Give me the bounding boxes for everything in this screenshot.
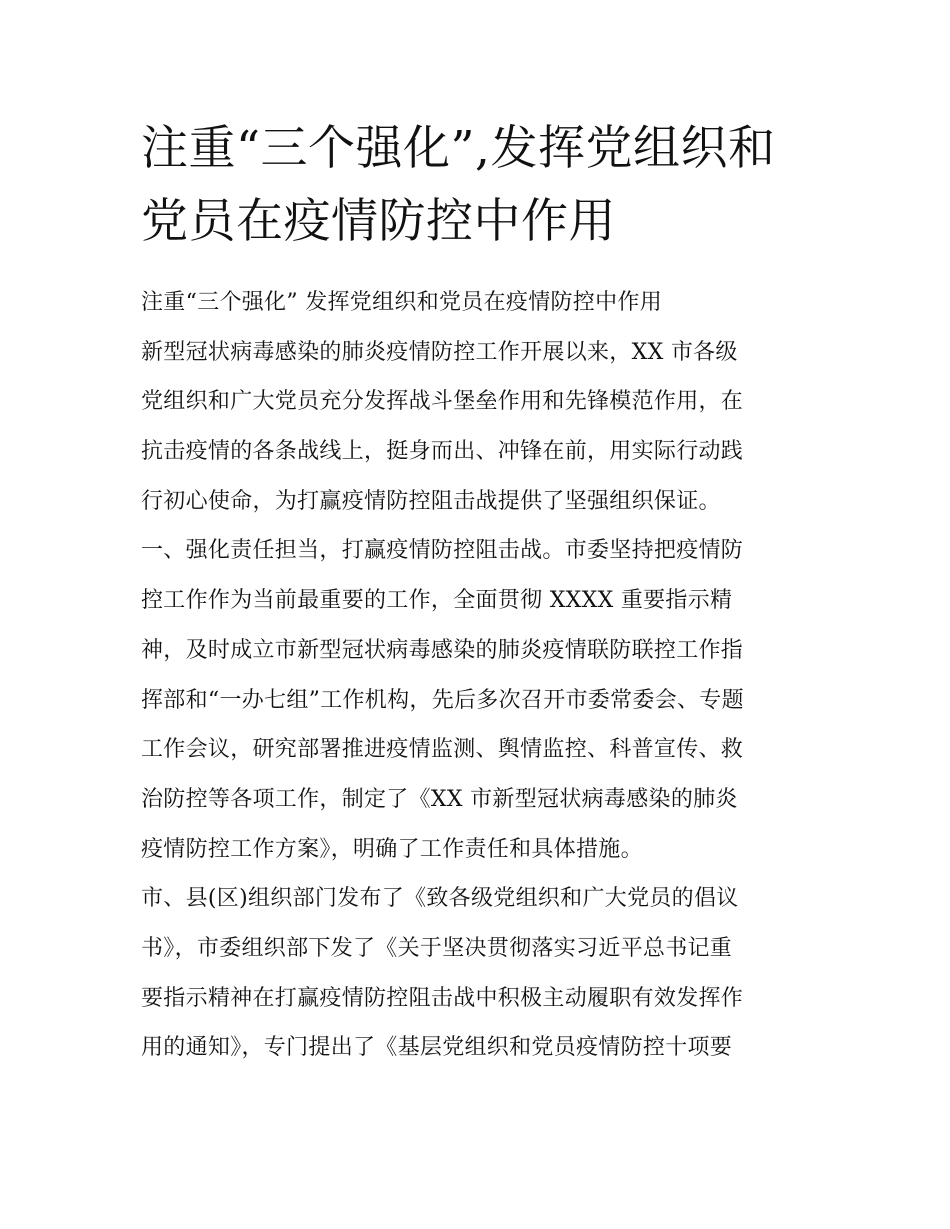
body-line: 书》，市委组织部下发了《关于坚决贯彻落实习近平总书记重 <box>141 935 733 961</box>
title-line-1: 注重“三个强化”,发挥党组织和 <box>141 121 776 176</box>
title-line-2: 党员在疫情防控中作用 <box>141 194 616 249</box>
body-line: 挥部和“一办七组”工作机构，先后多次召开市委常委会、专题 <box>141 687 744 713</box>
body-line: 党组织和广大党员充分发挥战斗堡垒作用和先锋模范作用，在 <box>141 389 744 415</box>
body-line: 抗击疫情的各条战线上，挺身而出、冲锋在前，用实际行动践 <box>141 439 744 465</box>
body-line: 市、县(区)组织部门发布了《致各级党组织和广大党员的倡议 <box>141 886 739 912</box>
document-title <box>141 112 821 258</box>
body-line: 新型冠状病毒感染的肺炎疫情防控工作开展以来，XX 市各级 <box>141 339 738 365</box>
body-line: 控工作作为当前最重要的工作，全面贯彻 XXXX 重要指示精 <box>141 588 733 614</box>
body-line: 要指示精神在打赢疫情防控阻击战中积极主动履职有效发挥作 <box>141 985 744 1011</box>
body-line: 神，及时成立市新型冠状病毒感染的肺炎疫情联防联控工作指 <box>141 637 744 663</box>
body-line: 疫情防控工作方案》，明确了工作责任和具体措施。 <box>141 836 643 862</box>
body-line: 一、强化责任担当，打赢疫情防控阻击战。市委坚持把疫情防 <box>141 538 744 564</box>
body-line: 治防控等各项工作，制定了《XX 市新型冠状病毒感染的肺炎 <box>141 786 738 812</box>
body-line: 用的通知》，专门提出了《基层党组织和党员疫情防控十项要 <box>141 1035 733 1061</box>
body-line: 工作会议，研究部署推进疫情监测、舆情监控、科普宣传、救 <box>141 737 744 763</box>
document-body <box>141 278 821 1073</box>
body-line: 行初心使命，为打赢疫情防控阻击战提供了坚强组织保证。 <box>141 488 721 514</box>
body-line: 注重“三个强化” 发挥党组织和党员在疫情防控中作用 <box>141 290 662 315</box>
